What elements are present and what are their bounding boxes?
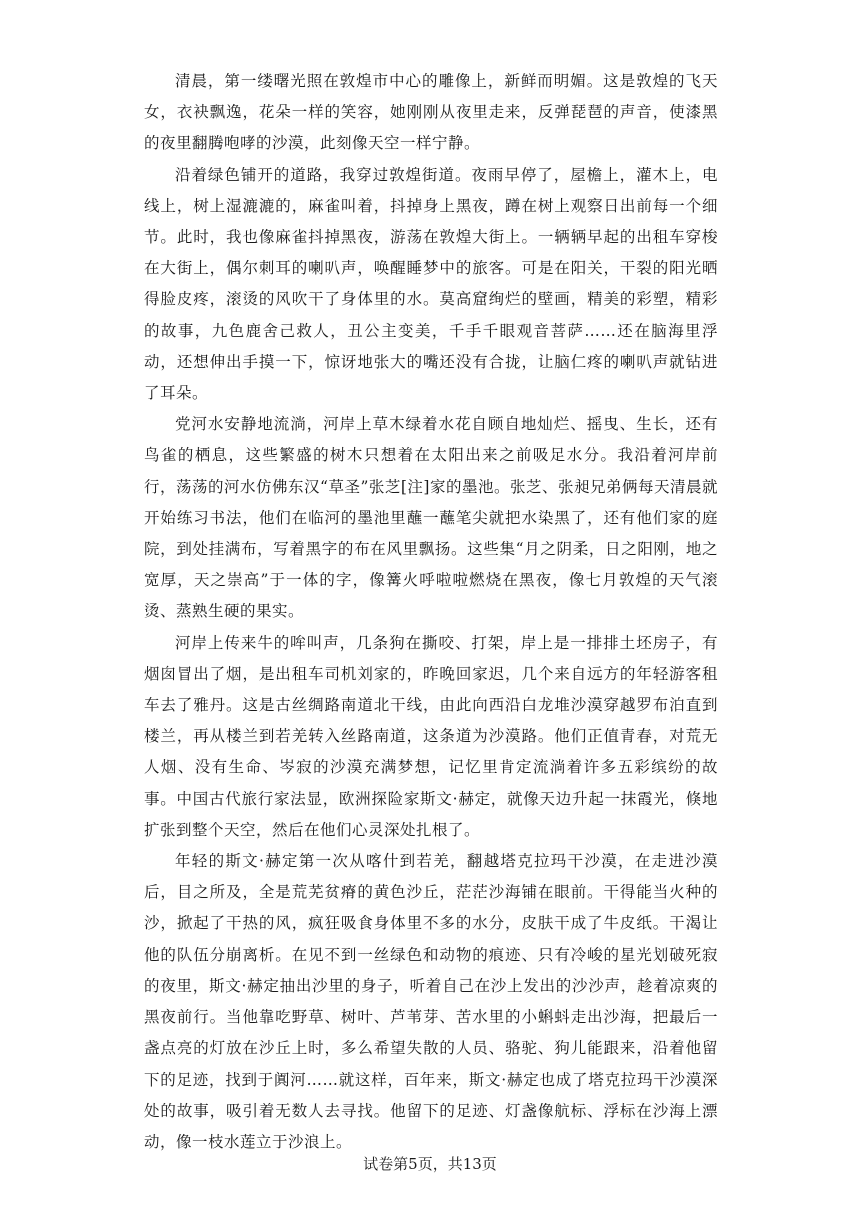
article-body	[144, 66, 718, 1158]
page-footer: 试卷第5页，共13页	[363, 1155, 497, 1173]
paragraph-5: 年轻的斯文·赫定第一次从喀什到若羌，翻越塔克拉玛干沙漠，在走进沙漠后，目之所及，全是荒芜贫瘠的黄色沙丘，茫茫沙海铺在眼前。干得能当火种的沙，掀起了干热的风，疯狂吸食身体里不多的水分，皮肤干成了牛皮纸。干渴让他的队伍分崩离析。在见不到一丝绿色和动物的痕迹、只有冷峻的星光划破死寂的夜里，斯文·赫定抽出沙里的身子，听着自己在沙上发出的沙沙声，趁着凉爽的黑夜前行。当他靠吃野草、树叶、芦苇芽、苦水里的小蝌蚪走出沙海，把最后一盏点亮的灯放在沙丘上时，多么希望失散的人员、骆驼、狗儿能跟来，沿着他留下的足迹，找到于阗河……就这样，百年来，斯文·赫定也成了塔克拉玛干沙漠深处的故事，吸引着无数人去寻找。他留下的足迹、灯盏像航标、浮标在沙海上漂动，像一枝水莲立于沙浪上。	[144, 852, 718, 1151]
paragraph-2: 沿着绿色铺开的道路，我穿过敦煌街道。夜雨早停了，屋檐上，灌木上，电线上，树上湿漉漉的，麻雀叫着，抖掉身上黑夜，蹲在树上观察日出前每一个细节。此时，我也像麻雀抖掉黑夜，游荡在敦煌大街上。一辆辆早起的出租车穿梭在大街上，偶尔刺耳的喇叭声，唤醒睡梦中的旅客。可是在阳关，干裂的阳光晒得脸皮疼，滚烫的风吹干了身体里的水。莫高窟绚烂的壁画，精美的彩塑，精彩的故事，九色鹿舍己救人，丑公主变美，千手千眼观音菩萨……还在脑海里浮动，还想伸出手摸一下，惊讶地张大的嘴还没有合拢，让脑仁疼的喇叭声就钻进了耳朵。	[144, 165, 718, 403]
paragraph-1: 清晨，第一缕曙光照在敦煌市中心的雕像上，新鲜而明媚。这是敦煌的飞天女，衣袂飘逸，花朵一样的笑容，她刚刚从夜里走来，反弹琵琶的声音，使漆黑的夜里翻腾咆哮的沙漠，此刻像天空一样宁静。	[144, 72, 718, 153]
paragraph-3: 党河水安静地流淌，河岸上草木绿着水花自顾自地灿烂、摇曳、生长，还有鸟雀的栖息，这些繁盛的树木只想着在太阳出来之前吸足水分。我沿着河岸前行，荡荡的河水仿佛东汉“草圣”张芝[注]家的墨池。张芝、张昶兄弟俩每天清晨就开始练习书法，他们在临河的墨池里蘸一蘸笔尖就把水染黑了，还有他们家的庭院，到处挂满布，写着黑字的布在风里飘扬。这些集“月之阴柔，日之阳刚，地之宽厚，天之崇高”于一体的字，像篝火呼啦啦燃烧在黑夜，像七月敦煌的天气滚烫、蒸熟生硬的果实。	[144, 415, 718, 621]
paragraph-4: 河岸上传来牛的哞叫声，几条狗在撕咬、打架，岸上是一排排土坯房子，有烟囱冒出了烟，是出租车司机刘家的，昨晚回家迟，几个来自远方的年轻游客租车去了雅丹。这是古丝绸路南道北干线，由此向西沿白龙堆沙漠穿越罗布泊直到楼兰，再从楼兰到若羌转入丝路南道，这条道为沙漠路。他们正值青春，对荒无人烟、没有生命、岑寂的沙漠充满梦想，记忆里肯定流淌着许多五彩缤纷的故事。中国古代旅行家法显，欧洲探险家斯文·赫定，就像天边升起一抹霞光，倏地扩张到整个天空，然后在他们心灵深处扎根了。	[144, 633, 718, 839]
